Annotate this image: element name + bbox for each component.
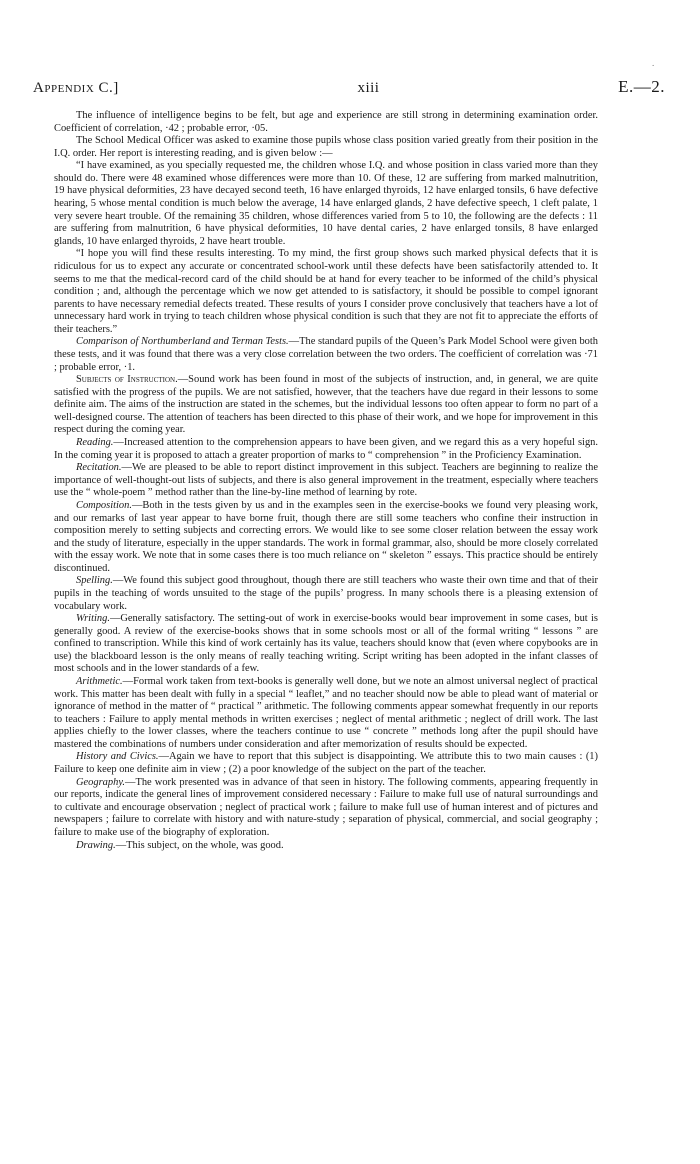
section-heading: Recitation.	[76, 462, 122, 474]
header-appendix: Appendix C.]	[33, 80, 119, 96]
paragraph-recitation: Recitation.—We are pleased to be able to report distinct improvement in this subject. Teachers are beginning to realize the importance of well-thought-out lists of subjects, and there is also general improvement in the treatment, especially where teachers use the “ whole-poem ” method rather than the line-by-line method of learning by rote.	[54, 462, 598, 499]
paragraph-comparison-tests: Comparison of Northumberland and Terman Tests.—The standard pupils of the Queen’s Park Model School were given both these tests, and it was found that there was a very close correlation between the two orders. The coefficient of correlation was ·71 ; probable error, ·1.	[54, 336, 598, 373]
report-body	[54, 110, 598, 852]
paragraph-intelligence: The influence of intelligence begins to be felt, but age and experience are still strong in determining examination order. Coefficient of correlation, ·42 ; probable error, ·05.	[54, 110, 598, 134]
section-heading: Writing.	[76, 613, 110, 625]
header-page-number: xiii	[357, 80, 380, 96]
paragraph-spelling: Spelling.—We found this subject good throughout, though there are still teachers who waste their own time and that of their pupils in the teaching of words unsuited to the stage of the pupils’ progress. In many schools there is a pleasing extension of vocabulary work.	[54, 575, 598, 612]
paragraph-medical-officer: The School Medical Officer was asked to examine those pupils whose class position varied greatly from their position in the I.Q. order. Her report is interesting reading, and is given below :—	[54, 135, 598, 159]
section-heading: Spelling.	[76, 575, 113, 587]
paragraph-geography: Geography.—The work presented was in advance of that seen in history. The following comments, appearing frequently in our reports, indicate the general lines of improvement considered necessary : Failure to make full use of natural surroundings and to cultivate and encourage observation ; neglect of practical work ; failure to make full use of human interest and of pictures and newspapers ; failure to correlate with history and with nature-study ; separation of physical, commercial, and social geography ; failure to make use of the biography of exploration.	[54, 776, 598, 838]
margin-mark: .	[652, 58, 655, 68]
paragraph-composition: Composition.—Both in the tests given by us and in the examples seen in the exercise-books we found very pleasing work, and our remarks of last year appear to have borne fruit, though there are still some teachers who confine their instruction in composition merely to setting subjects and correcting errors. We would like to see some closer relation between the essay work and the study of literature, especially in the upper standards. The work in formal grammar, also, should be more closely correlated with the essay work. We note that in some cases there is too much reliance on “ skeleton ” essays. This practice should be entirely discontinued.	[54, 499, 598, 574]
paragraph-writing: Writing.—Generally satisfactory. The setting-out of work in exercise-books would bear improvement in some cases, but is generally good. A review of the exercise-books shows that in some schools most or all of the formal writing “ lessons ” are confined to transcription. While this kind of work certainly has its value, teachers should know that (even where copybooks are in use) the blackboard lesson is the only means of really teaching writing. Script writing has been adopted in the infant classes of most schools and in the lower standards of a few.	[54, 613, 598, 675]
paragraph-medical-conclusion: “I hope you will find these results interesting. To my mind, the first group shows such marked physical defects that it is ridiculous for us to expect any accurate or concentrated school-work until these defects have been satisfactorily attended to. It seems to me that the medical-record card of the child should be at hand for every teacher to be informed of the child’s physical condition ; and, although the percentage which we now get attended to is satisfactory, it should be possible to compel ignorant parents to have necessary remedial defects treated. These results of yours I consider prove conclusively that teachers have a lot of unnecessary hard work in trying to teach children whose physical condition is such that they are not fit to appreciate the efforts of their teachers.”	[54, 248, 598, 335]
paragraph-arithmetic: Arithmetic.—Formal work taken from text-books is generally well done, but we note an almost universal neglect of practical work. This matter has been dealt with fully in a special “ leaflet,” and no teacher should now be able to plead want of material or ignorance of method in the matter of “ practical ” arithmetic. The following comments appear somewhat frequently in our reports to teachers : Failure to apply mental methods in written exercises ; neglect of mental arithmetic ; neglect of drill work. The last applies chiefly to the lower classes, where the teachers continue to use “ concrete ” methods long after the pupil should have mastered the combinations of numbers under consideration and after memorization of results should be expected.	[54, 676, 598, 750]
section-heading: Reading.	[76, 437, 114, 449]
paragraph-history-civics: History and Civics.—Again we have to report that this subject is disappointing. We attribute this to two main causes : (1) Failure to keep one definite aim in view ; (2) a poor knowledge of the subject on the part of the teacher.	[54, 751, 599, 776]
page-header	[33, 77, 665, 97]
paragraph-reading: Reading.—Increased attention to the comprehension appears to have been given, and we regard this as a very hopeful sign. In the coming year it is proposed to attach a greater proportion of marks to “ comprehension ” in the Proficiency Examination.	[54, 437, 598, 461]
paragraph-drawing: Drawing.—This subject, on the whole, was good.	[76, 839, 284, 851]
section-heading: Arithmetic.	[76, 676, 123, 688]
section-heading: Comparison of Northumberland and Terman Tests.	[76, 336, 289, 348]
section-heading: Geography.	[76, 776, 125, 788]
section-heading: Subjects of Instruction.	[76, 374, 178, 386]
section-heading: Drawing.	[76, 839, 116, 851]
section-heading: Composition.	[76, 499, 132, 511]
paragraph-subjects-of-instruction: Subjects of Instruction.—Sound work has been found in most of the subjects of instruction, and, in general, we are quite satisfied with the progress of the pupils. We are not satisfied, however, that the teachers have due regard in their lessons to some definite aim. The aims of the instruction are stated in the schemes, but the individual lessons too often appear to form no part of a well-designed course. The attention of teachers has been directed to this phase of their work, and we hope for improvement in this respect during the coming year.	[54, 374, 598, 436]
section-heading: History and Civics.	[76, 751, 159, 763]
header-document-code: E.—2.	[618, 77, 665, 96]
paragraph-medical-report: “I have examined, as you specially requested me, the children whose I.Q. and whose position in class varied more than they should do. There were 48 examined whose differences were more than 10. Of these, 12 are suffering from marked malnutrition, 19 have physical deformities, 23 have decayed second teeth, 16 have enlarged thyroids, 12 have enlarged tonsils, 6 have defective hearing, 5 whose mental condition is much below the average, 14 have enlarged glands, 2 have defective speech, 1 cleft palate, 1 very severe heart trouble. Of the remaining 35 children, whose differences varied from 5 to 10, the following are the defects : 11 are suffering from malnutrition, 6 have physical deformities, 10 have dental caries, 2 have enlarged tonsils, 8 have enlarged glands, 10 have enlarged thyroids, 2 have heart trouble.	[54, 160, 598, 247]
